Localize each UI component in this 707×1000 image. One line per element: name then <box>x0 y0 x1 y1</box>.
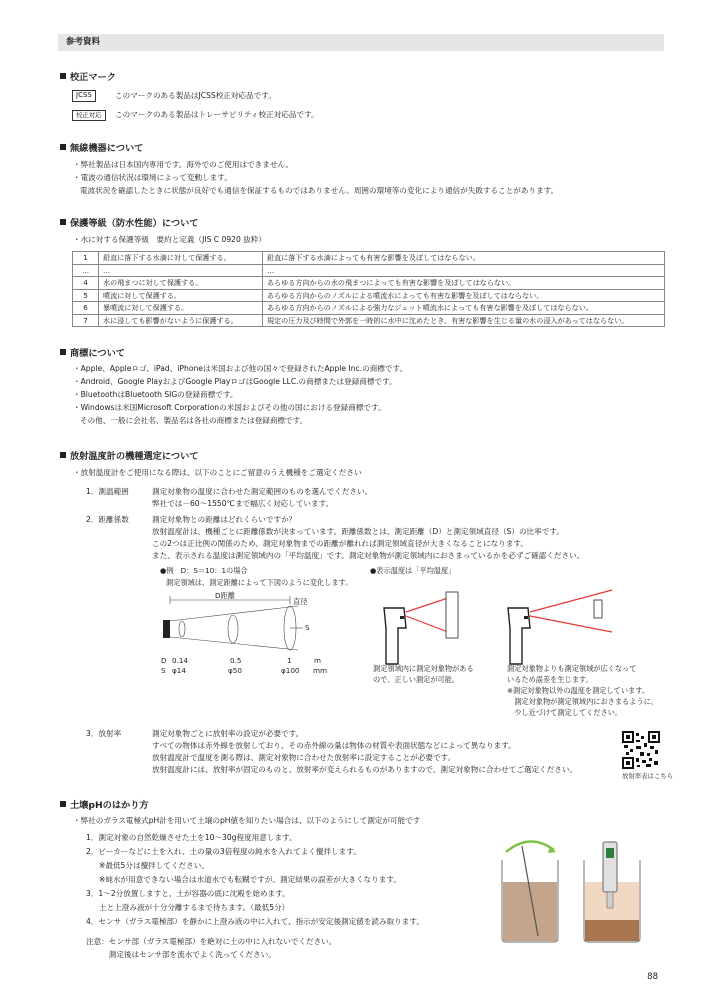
item2-line-4: また、表示される温度は測定領域内の「平均温度」です。測定対象物が測定領域内におさまっているかを必ずご確認ください。 <box>152 551 585 560</box>
jcss-badge: JCSS <box>72 90 96 102</box>
item1-line-2: 弊社では－60～1550℃まで幅広く対応しています。 <box>152 499 334 508</box>
row-d-2: 0.5 <box>230 656 242 665</box>
item2-line-3: この2つは正比例の関係のため、測定対象物までの距離が離れれば測定領域直径が大きくなることになります。 <box>152 539 529 548</box>
qr-code-icon[interactable] <box>622 731 660 769</box>
target-object <box>594 600 602 618</box>
right-caption-5: 少し近づけて測定してください。 <box>507 708 623 717</box>
right-caption-4: 測定対象物が測定領域内におさまるように、 <box>507 697 658 706</box>
d-distance-label: D距離 <box>215 591 235 600</box>
soil-note-1: 注意：センサ部（ガラス電極部）を絶対に土の中に入れないでください。 <box>86 937 337 946</box>
stir-arrow-icon <box>506 841 554 852</box>
header-bar <box>58 34 664 51</box>
row-s-3: φ100 <box>281 666 300 675</box>
item2-line-1: 測定対象物との距離はどれくらいですか？ <box>152 515 297 524</box>
row-s-key: S <box>161 666 166 675</box>
row-d-key: D <box>161 656 167 665</box>
row-s-unit: mm <box>313 666 328 675</box>
right-caption-1: 測定対象物よりも測定領域が広くなって <box>507 664 637 673</box>
row-d-3: 1 <box>287 656 292 665</box>
soil-step-2: 2．ビーカーなどに土を入れ、土の量の3倍程度の純水を入れてよく攪拌します。 <box>86 847 361 856</box>
table-row: … … … <box>73 264 665 277</box>
row-s-2: φ50 <box>228 666 242 675</box>
target-object <box>446 592 458 638</box>
ip-table <box>72 251 665 327</box>
right-caption-3: ※測定対象物以外の温度を測定しています。 <box>507 686 650 695</box>
item3-line-2: すべての物体は赤外線を放射しており、その赤外線の量は物体の材質や表面状態などによって異なります。 <box>152 741 516 750</box>
trademark-line-3: ・BluetoothはBluetooth SIGの登録商標です。 <box>73 390 238 399</box>
item3-line-4: 放射温度計には、放射率が固定のものと、放射率が変えられるものがありますので、測定対象物に合わせてご選定ください。 <box>152 765 578 774</box>
section-title-jcss: 校正マーク <box>60 72 116 84</box>
table-row: 5 噴流に対して保護する。 あらゆる方向からのノズルによる噴流水によっても有害な影響を及ぼしてはならない。 <box>73 289 665 302</box>
table-row: 7 水に浸しても影響がないように保護する。 規定の圧力及び時間で外郭を一時的に水中に沈めたとき、有害な影響を生じる量の水の浸入があってはならない。 <box>73 314 665 327</box>
calibration-text: このマークのある製品はトレーサビリティ校正対応品です。 <box>115 110 319 119</box>
trademark-line-5: その他、一般に会社名、製品名は各社の商標または登録商標です。 <box>80 416 308 425</box>
distance-ratio-diagram <box>158 590 358 652</box>
table-row: 1 鉛直に落下する水滴に対して保護する。 鉛直に落下する水滴によっても有害な影響を及ぼしてはならない。 <box>73 252 665 265</box>
section-title-soil: 土壌pHのはかり方 <box>60 800 149 812</box>
soil-step-3: 3．1～2分放置しますと、土が容器の底に沈殿を始めます。 <box>86 889 290 898</box>
trademark-line-1: ・Apple、Appleロゴ、iPad、iPhoneは米国および他の国々で登録されたApple Inc.の商標です。 <box>73 364 408 373</box>
left-caption-1: 測定領域内に測定対象物がある <box>373 664 474 673</box>
example-sub: 測定領域は、測定距離によって下図のように変化します。 <box>166 578 353 587</box>
thermometer-lens <box>163 620 170 638</box>
soil-ph-illustration <box>492 826 662 944</box>
item3-label: 3．放射率 <box>86 729 122 738</box>
section-title-radiation: 放射温度計の機種選定について <box>60 451 198 463</box>
calibration-badge: 校正対応 <box>72 110 106 121</box>
section-title-trademark: 商標について <box>60 348 125 360</box>
wireless-line-1: ・弊社製品は日本国内専用です。海外でのご使用はできません。 <box>73 160 294 169</box>
soil-note-2: 測定後はセンサ部を流水でよく洗ってください。 <box>86 950 276 959</box>
soil-intro: ・弊社のガラス電極式pH計を用いて土壌のpH値を知りたい場合は、以下のようにして測定が可能です <box>73 816 421 825</box>
correct-measure-illustration <box>376 588 476 666</box>
soil-step-3-sub: 土と上澄み液が十分分離するまで待ちます。（最低5分） <box>99 903 290 912</box>
item3-line-3: 放射温度計で温度を測る際は、測定対象物に合わせた放射率に設定することが必要です。 <box>152 753 456 762</box>
avg-title: ●表示温度は「平均温度」 <box>370 566 456 575</box>
row-d-unit: m <box>314 656 322 665</box>
header-title: 参考資料 <box>66 37 101 47</box>
item1-label: 1．測温範囲 <box>86 487 129 496</box>
s-label: S <box>305 623 310 632</box>
section-title-ip: 保護等級（防水性能）について <box>60 218 198 230</box>
radiation-intro: ・放射温度計をご使用になる際は、以下のことにご留意のうえ機種をご選定ください <box>73 468 362 477</box>
trademark-line-4: ・Windowsは米国Microsoft Corporationの米国およびその他の国における登録商標です。 <box>73 403 386 412</box>
wireless-line-3: 電波状況を確認したときに状態が良好でも通信を保証するものではありません。周囲の環境等の変化により通信が失敗することがあります。 <box>80 186 559 195</box>
ip-subtitle: ・水に対する保護等級 要約と定義（JIS C 0920 抜粋） <box>73 235 267 244</box>
item2-line-2: 放射温度計は、機種ごとに距離係数が決まっています。距離係数とは、測定距離（D）と測定領域直径（S）の比率です。 <box>152 527 564 536</box>
wireless-line-2: ・電波の通信状況は環境によって変動します。 <box>73 173 232 182</box>
right-caption-2: いるため誤差を生じます。 <box>507 675 593 684</box>
table-row: 4 水の飛まつに対して保護する。 あらゆる方向からの水の飛まつによっても有害な影響を及ぼしてはならない。 <box>73 277 665 290</box>
item2-label: 2．距離係数 <box>86 515 129 524</box>
page-number: 88 <box>647 972 658 982</box>
table-row: 6 暴噴流に対して保護する。 あらゆる方向からのノズルによる強力なジェット噴流水によっても有害な影響を及ぼしてはならない。 <box>73 302 665 315</box>
diameter-label: 直径 <box>293 597 308 606</box>
soil-step-2-note-2: ※純水が用意できない場合は水道水でも転糊ですが、測定結果の誤差が大きくなります。 <box>99 875 401 884</box>
error-measure-illustration <box>500 588 640 666</box>
trademark-line-2: ・Android、Google PlayおよびGoogle PlayロゴはGoogle LLC.の商標または登録商標です。 <box>73 377 397 386</box>
qr-caption: 放射率表はこちら <box>622 772 674 780</box>
jcss-text: このマークのある製品はJCSS校正対応品です。 <box>115 91 276 100</box>
item3-line-1: 測定対象物ごとに放射率の設定が必要です。 <box>152 729 304 738</box>
soil-step-2-note-1: ※最低5分は攪拌してください。 <box>99 861 209 870</box>
section-title-wireless: 無線機器について <box>60 143 143 155</box>
soil-step-1: 1．測定対象の自然乾燥させた土を10～30g程度用意します。 <box>86 833 297 842</box>
row-d-1: 0.14 <box>172 656 189 665</box>
soil-step-4: 4．センサ（ガラス電極部）を静かに上澄み液の中に入れて、指示が安定後測定値を読み取ります。 <box>86 917 424 926</box>
left-caption-2: ので、正しい測定が可能。 <box>373 675 460 684</box>
item1-line-1: 測定対象物の温度に合わせた測定範囲のものを選んでください。 <box>152 487 373 496</box>
example-title: ●例 D：S＝10：1の場合 <box>160 566 248 575</box>
row-s-1: φ14 <box>172 666 186 675</box>
